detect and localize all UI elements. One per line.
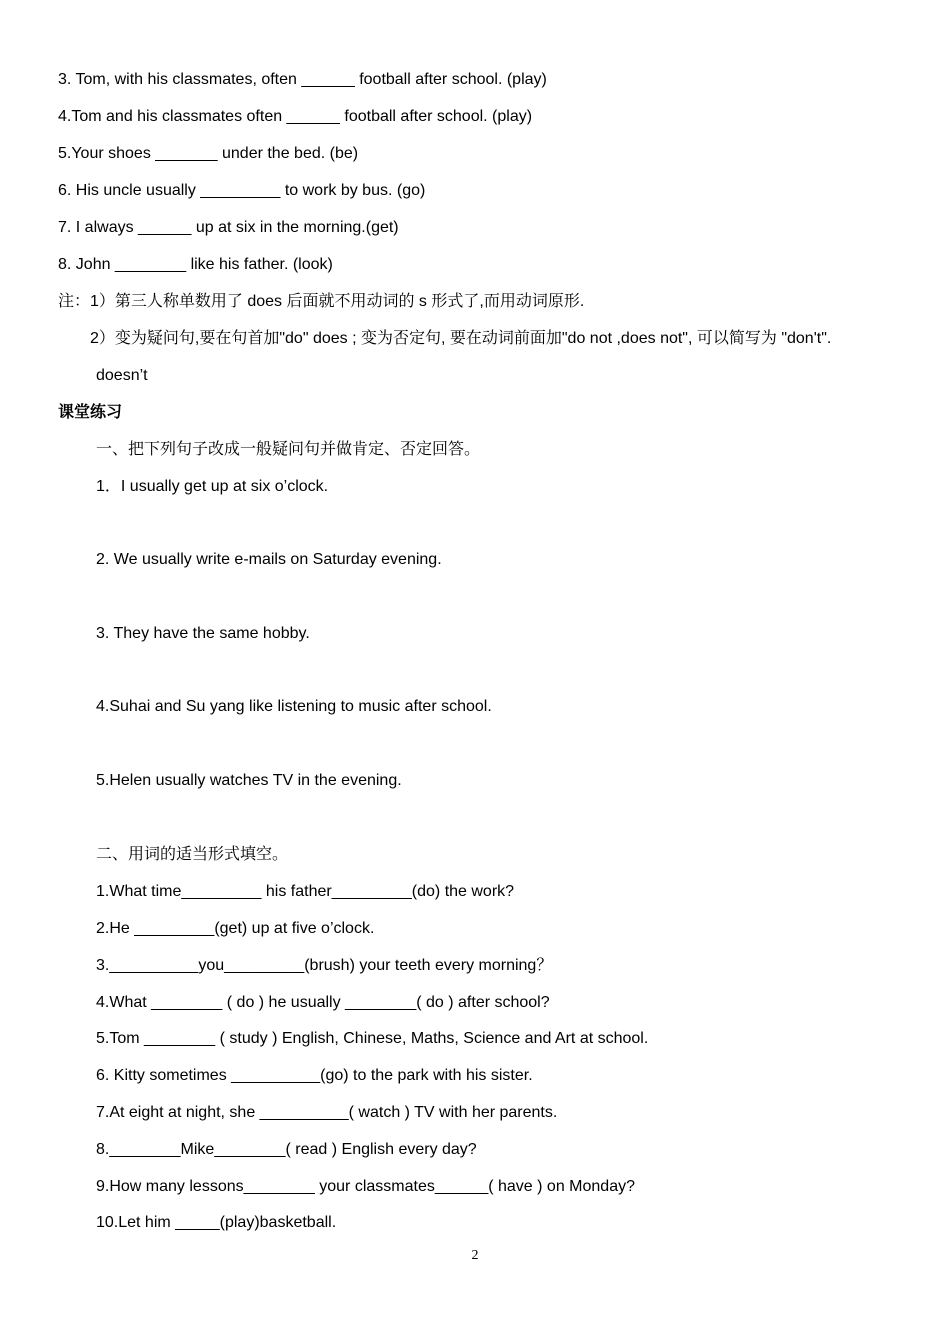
exercise-item: 7. I always ______ up at six in the morning.(get) xyxy=(58,219,399,236)
exercise-item: 10.Let him _____(play)basketball. xyxy=(96,1214,337,1231)
page-number: 2 xyxy=(471,1248,479,1263)
exercise-item: 3. They have the same hobby. xyxy=(96,625,310,642)
exercise-item: 2. We usually write e-mails on Saturday evening. xyxy=(96,551,442,568)
grammar-note-continuation: doesn’t xyxy=(96,367,148,384)
exercise-item: 3.__________you_________(brush) your teeth every morning？ xyxy=(96,957,553,974)
exercise-item: 2.He _________(get) up at five o’clock. xyxy=(96,920,375,937)
exercise-item: 6. Kitty sometimes __________(go) to the park with his sister. xyxy=(96,1067,533,1084)
exercise-item: 5.Your shoes _______ under the bed. (be) xyxy=(58,145,359,162)
section-heading: 课堂练习 xyxy=(58,404,123,421)
grammar-note: 注：1）第三人称单数用了 does 后面就不用动词的 s 形式了,而用动词原形. xyxy=(58,293,585,310)
exercise-item: 4.Suhai and Su yang like listening to music after school. xyxy=(96,698,492,715)
exercise-item: 9.How many lessons________ your classmates______( have ) on Monday? xyxy=(96,1178,635,1195)
part-title: 一、把下列句子改成一般疑问句并做肯定、否定回答。 xyxy=(96,441,481,458)
exercise-item: 8.________Mike________( read ) English every day? xyxy=(96,1141,477,1158)
exercise-item: 4.Tom and his classmates often ______ football after school. (play) xyxy=(58,108,533,125)
exercise-item: 5.Helen usually watches TV in the evening. xyxy=(96,772,402,789)
exercise-item: 5.Tom ________ ( study ) English, Chinese, Maths, Science and Art at school. xyxy=(96,1030,649,1047)
exercise-item: 3. Tom, with his classmates, often ______ football after school. (play) xyxy=(58,71,547,88)
exercise-item: 6. His uncle usually _________ to work by bus. (go) xyxy=(58,182,426,199)
grammar-note: 2）变为疑问句,要在句首加"do" does ; 变为否定句, 要在动词前面加"do not ,does not", 可以简写为 "don't". xyxy=(90,330,832,347)
part-title: 二、用词的适当形式填空。 xyxy=(96,846,289,863)
exercise-item: 4.What ________ ( do ) he usually ________( do ) after school? xyxy=(96,994,550,1011)
exercise-item: 8. John ________ like his father. (look) xyxy=(58,256,333,273)
exercise-item: 1.What time_________ his father_________(do) the work? xyxy=(96,883,515,900)
exercise-item: 7.At eight at night, she __________( watch ) TV with her parents. xyxy=(96,1104,558,1121)
exercise-item: 1．I usually get up at six o’clock. xyxy=(96,478,329,495)
